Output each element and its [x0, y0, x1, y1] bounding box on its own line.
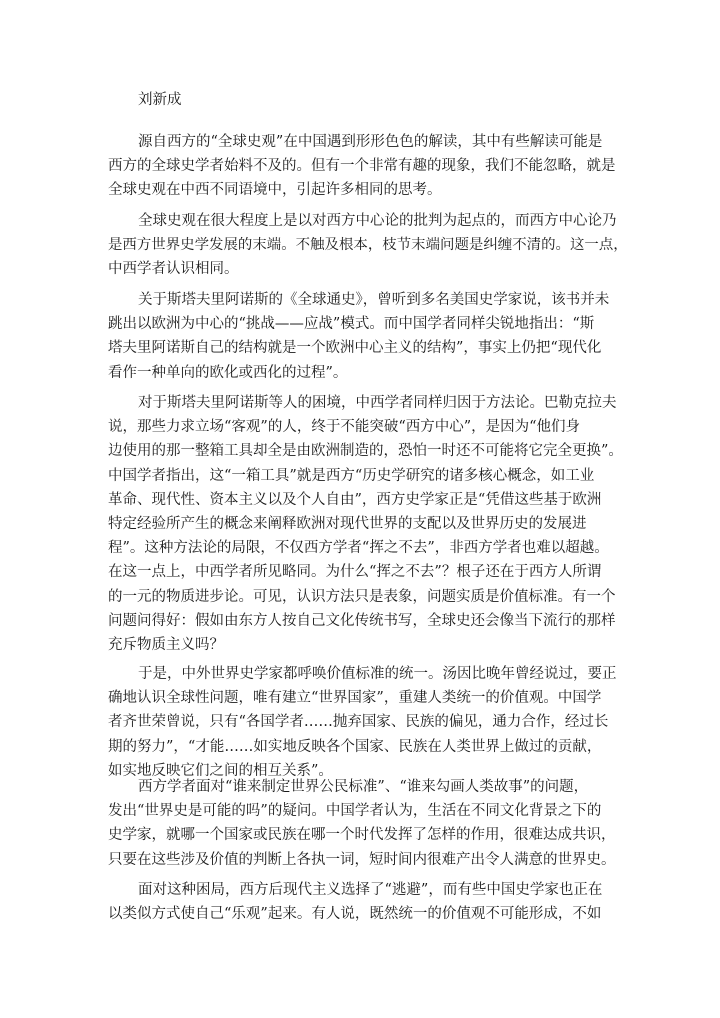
- paragraph-5: [108, 662, 628, 783]
- text-line: 确地认识全球性问题，唯有建立“世界国家”，重建人类统一的价值观。中国学: [108, 690, 602, 707]
- text-line: 程”。这种方法论的局限，不仅西方学者“挥之不去”，非西方学者也难以超越。: [108, 540, 609, 557]
- text-line: 革命、现代性、资本主义以及个人自由”，西方史学家正是“凭借这些基于欧洲: [108, 491, 602, 508]
- text-line: 的一元的物质进步论。可见，认识方法只是表象，问题实质是价值标准。有一个: [108, 588, 616, 605]
- text-line: 塔夫里阿诺斯自己的结构就是一个欧洲中心主义的结构”，事实上仍把“现代化: [108, 340, 602, 357]
- text-line: 说，那些力求立场“客观”的人，终于不能突破“西方中心”，是因为“他们身: [108, 419, 581, 436]
- text-line: 发出“世界史是可能的吗”的疑问。中国学者认为，生活在不同文化背景之下的: [108, 803, 602, 820]
- text-line: 如实地反映它们之间的相互关系”。: [108, 762, 333, 779]
- text-line: 于是，中外世界史学家都呼唤价值标准的统一。汤因比晚年曾经说过，要正: [138, 666, 617, 682]
- text-line: 只要在这些涉及价值的判断上各执一词，短时间内很难产出令人满意的世界史。: [108, 851, 616, 868]
- text-line: 史学家，就哪一个国家或民族在哪一个时代发挥了怎样的作用，很难达成共识，: [108, 827, 616, 844]
- text-line: 面对这种困局，西方后现代主义选择了“逃避”，而有些中国史学家也正在: [138, 882, 603, 898]
- text-line: 特定经验所产生的概念来阐释欧洲对现代世界的支配以及世界历史的发展进: [108, 515, 587, 532]
- text-line: 问题问得好：假如由东方人按自己文化传统书写，全球史还会像当下流行的那样: [108, 612, 616, 629]
- text-line: 中西学者认识相同。: [108, 261, 239, 278]
- text-line: 者齐世荣曾说，只有“各国学者……抛弃国家、民族的偏见，通力合作，经过长: [108, 714, 609, 731]
- paragraph-2: [108, 209, 628, 282]
- paragraph-4: [108, 391, 628, 657]
- text-line: 在这一点上，中西学者所见略同。为什么“挥之不去”？根子还在于西方人所谓: [108, 564, 602, 581]
- paragraph-7: [108, 878, 628, 926]
- text-line: 中国学者指出，这“一箱工具”就是西方“历史学研究的诸多核心概念，如工业: [108, 467, 595, 484]
- paragraph-6: [108, 775, 628, 872]
- text-line: 全球史观在很大程度上是以对西方中心论的批判为起点的，而西方中心论乃: [138, 213, 617, 229]
- text-line: 全球史观在中西不同语境中，引起许多相同的思考。: [108, 182, 442, 199]
- text-line: 以类似方式使自己“乐观”起来。有人说，既然统一的价值观不可能形成，不如: [108, 906, 602, 923]
- text-line: 跳出以欧洲为中心的“挑战——应战”模式。而中国学者同样尖锐地指出：“斯: [108, 316, 595, 333]
- text-line: 关于斯塔夫里阿诺斯的《全球通史》，曾听到多名美国史学家说，该书并未: [138, 292, 610, 308]
- text-line: 充斥物质主义吗？: [108, 636, 224, 653]
- text-line: 看作一种单向的欧化或西化的过程”。: [108, 364, 348, 381]
- text-line: 对于斯塔夫里阿诺斯等人的困境，中西学者同样归因于方法论。巴勒克拉夫: [138, 395, 617, 411]
- text-line: 西方学者面对“谁来制定世界公民标准”、“谁来勾画人类故事”的问题，: [138, 779, 589, 795]
- text-line: 边使用的那一整箱工具却全是由欧洲制造的，恐怕一时还不可能将它完全更换”。: [108, 443, 623, 460]
- text-line: 期的努力”，“才能……如实地反映各个国家、民族在人类世界上做过的贡献，: [108, 738, 602, 755]
- text-line: 是西方世界史学发展的末端。不触及根本，枝节末端问题是纠缠不清的。这一点，: [108, 237, 628, 254]
- text-line: 源自西方的“全球史观”在中国遇到形形色色的解读，其中有些解读可能是: [138, 134, 603, 150]
- paragraph-1: [108, 130, 628, 203]
- author-name: 刘新成: [138, 92, 182, 108]
- paragraph-3: [108, 288, 628, 385]
- text-line: 西方的全球史学者始料不及的。但有一个非常有趣的现象，我们不能忽略，就是: [108, 158, 616, 175]
